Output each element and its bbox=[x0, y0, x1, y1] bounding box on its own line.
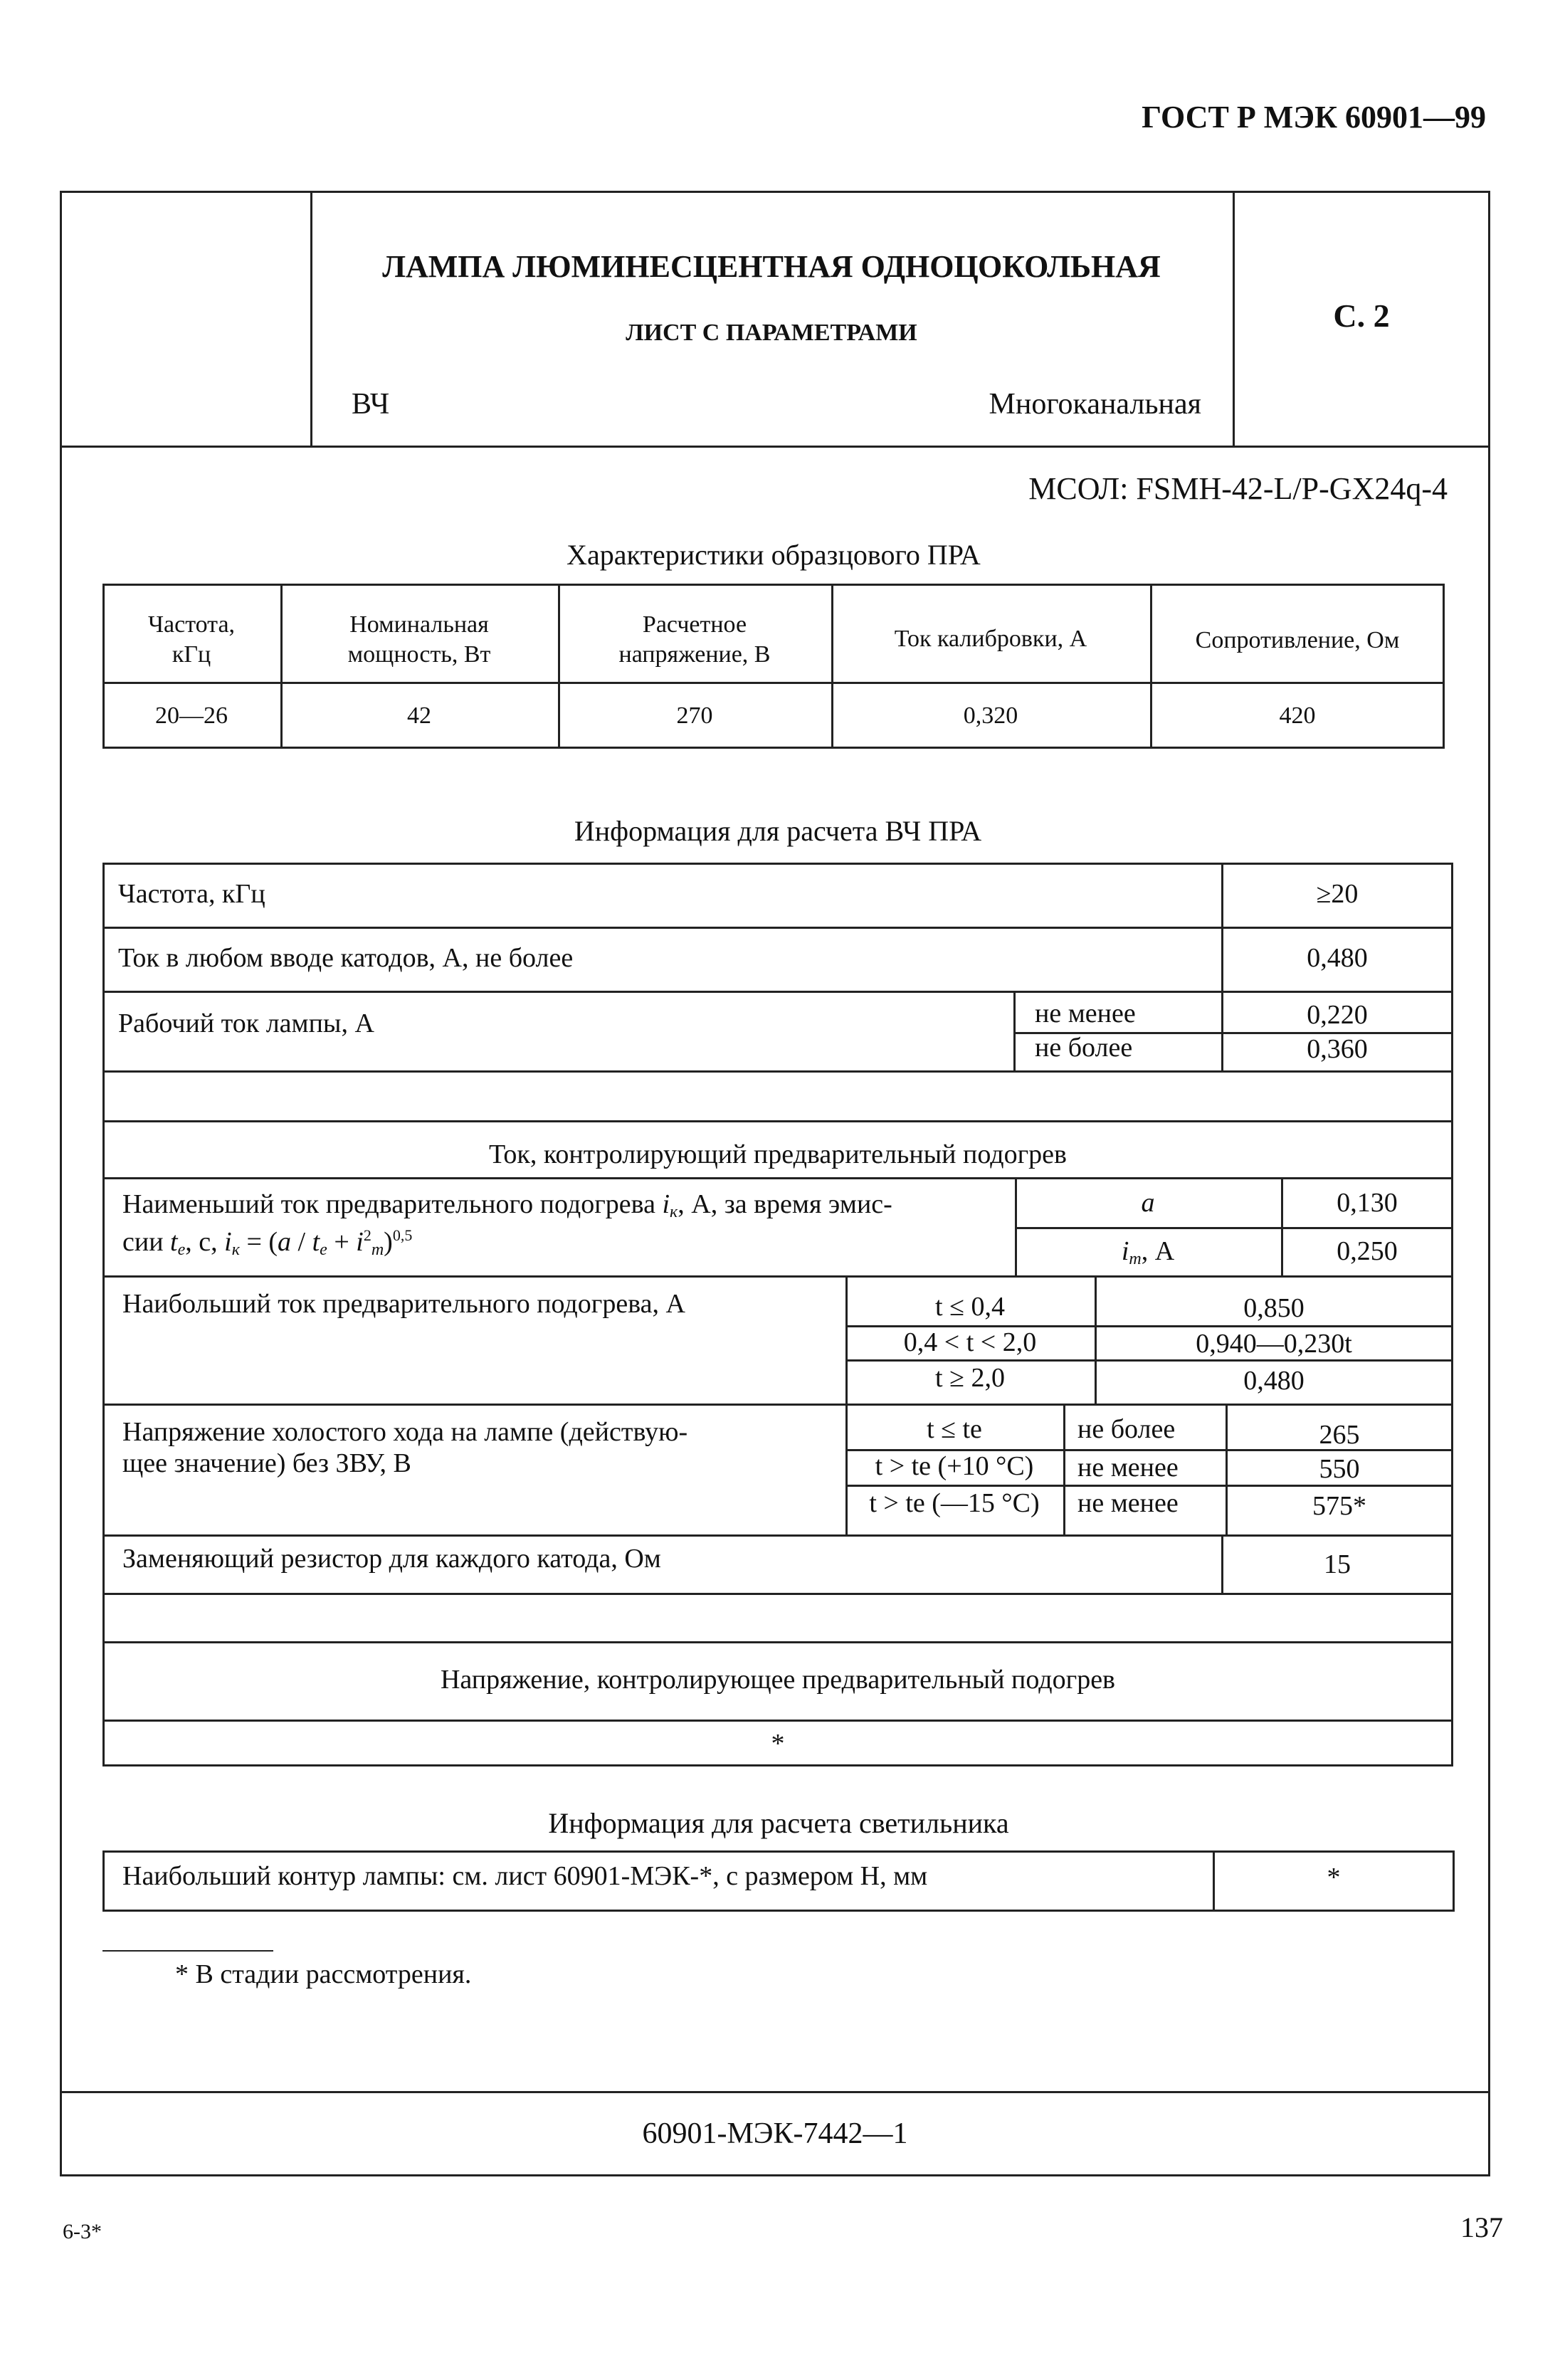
ballast-header-voltage: Расчетное bbox=[642, 611, 747, 638]
ballast-value-calibration-current: 0,320 bbox=[963, 702, 1018, 729]
title-block-left-divider bbox=[310, 191, 312, 446]
ocv-limit: не менее bbox=[1077, 1488, 1179, 1518]
ballast-table-row-divider bbox=[102, 682, 1445, 684]
ocv-divider bbox=[1063, 1404, 1065, 1534]
hf-working-current-divider bbox=[1013, 991, 1016, 1070]
ballast-caption: Характеристики образцового ПРА bbox=[566, 539, 981, 571]
max-preheat-divider bbox=[845, 1359, 1453, 1362]
max-preheat-condition: t ≤ 0,4 bbox=[935, 1292, 1005, 1322]
hf-working-current-label: Рабочий ток лампы, А bbox=[118, 1009, 374, 1038]
page-label: С. 2 bbox=[1333, 298, 1390, 334]
ballast-header-power-unit: мощность, Вт bbox=[347, 641, 491, 668]
max-preheat-condition: 0,4 < t < 2,0 bbox=[903, 1327, 1037, 1357]
resistor-label: Заменяющий резистор для каждого катода, Ом bbox=[122, 1544, 661, 1574]
hf-row-divider bbox=[102, 1593, 1453, 1595]
ocv-limit: не менее bbox=[1077, 1453, 1179, 1483]
ballast-value-frequency: 20—26 bbox=[155, 702, 228, 729]
ocv-limit: не более bbox=[1077, 1414, 1176, 1444]
ocv-condition: t > te (+10 °C) bbox=[875, 1451, 1034, 1481]
ocv-value: 575* bbox=[1312, 1491, 1366, 1521]
min-preheat-a-value: 0,130 bbox=[1337, 1188, 1398, 1218]
ballast-value-resistance: 420 bbox=[1279, 702, 1316, 729]
ballast-header-frequency-unit: кГц bbox=[172, 641, 211, 668]
max-preheat-value: 0,850 bbox=[1243, 1293, 1305, 1323]
ballast-value-voltage: 270 bbox=[676, 702, 713, 729]
ocv-label-line1: Напряжение холостого хода на лампе (действую- bbox=[122, 1417, 688, 1447]
sheet-number-divider bbox=[60, 2091, 1490, 2093]
hf-frequency-label: Частота, кГц bbox=[118, 879, 265, 909]
min-preheat-im-value: 0,250 bbox=[1337, 1236, 1398, 1266]
title-right-label: Многоканальная bbox=[989, 388, 1201, 421]
hf-working-current-min-label: не менее bbox=[1035, 999, 1136, 1028]
max-preheat-label: Наибольший ток предварительного подогрева, А bbox=[122, 1289, 685, 1319]
title-left-label: ВЧ bbox=[352, 388, 390, 421]
preheat-voltage-value: * bbox=[771, 1729, 785, 1759]
hf-working-current-max-value: 0,360 bbox=[1307, 1034, 1368, 1064]
max-preheat-value: 0,940—0,230t bbox=[1196, 1329, 1352, 1359]
ballast-header-voltage-unit: напряжение, В bbox=[618, 641, 771, 668]
hf-row-divider bbox=[102, 1404, 1453, 1406]
ocv-condition: t ≤ te bbox=[927, 1414, 982, 1444]
hf-row-divider bbox=[102, 1177, 1453, 1179]
hf-row-divider bbox=[102, 927, 1453, 929]
contour-value: * bbox=[1327, 1863, 1341, 1892]
hf-working-current-max-label: не более bbox=[1035, 1033, 1133, 1063]
preheat-voltage-title: Напряжение, контролирующее предварительный подогрев bbox=[440, 1665, 1115, 1695]
contour-label: Наибольший контур лампы: см. лист 60901-МЭК-*, с размером H, мм bbox=[122, 1861, 928, 1891]
page-number: 137 bbox=[1460, 2211, 1503, 2243]
luminaire-caption: Информация для расчета светильника bbox=[548, 1807, 1009, 1839]
hf-row-divider bbox=[102, 1534, 1453, 1537]
sheet-subtitle: ЛИСТ С ПАРАМЕТРАМИ bbox=[626, 320, 917, 346]
max-preheat-value: 0,480 bbox=[1243, 1366, 1305, 1396]
resistor-value: 15 bbox=[1324, 1549, 1351, 1579]
hf-cathode-current-label: Ток в любом вводе катодов, А, не более bbox=[118, 943, 574, 973]
standard-code: ГОСТ Р МЭК 60901—99 bbox=[1142, 100, 1486, 135]
title-block-divider bbox=[60, 446, 1490, 448]
min-preheat-text-line2: сии $t_e$, с, $i_к = (a / t_e + i^2_m)^{0,5}$ bbox=[122, 1226, 413, 1259]
ocv-label-line2: щее значение) без ЗВУ, В bbox=[122, 1448, 411, 1478]
ocv-divider bbox=[845, 1485, 1453, 1487]
hf-row-divider bbox=[102, 991, 1453, 993]
hf-row-divider bbox=[102, 1070, 1453, 1073]
hf-row-divider bbox=[102, 1120, 1453, 1122]
hf-row-divider bbox=[102, 1720, 1453, 1722]
min-preheat-a-symbol: a bbox=[1141, 1188, 1155, 1218]
hf-working-current-min-value: 0,220 bbox=[1307, 1000, 1368, 1030]
hf-cathode-current-value: 0,480 bbox=[1307, 943, 1368, 973]
ballast-header-resistance: Сопротивление, Ом bbox=[1195, 627, 1400, 653]
footnote: * В стадии рассмотрения. bbox=[175, 1959, 472, 1989]
min-preheat-divider bbox=[1015, 1227, 1453, 1229]
hf-caption: Информация для расчета ВЧ ПРА bbox=[574, 815, 982, 847]
ocv-condition: t > te (—15 °C) bbox=[869, 1488, 1040, 1518]
sheet-number: 60901-МЭК-7442—1 bbox=[642, 2117, 908, 2150]
hf-frequency-value: ≥20 bbox=[1316, 879, 1359, 909]
footnote-rule bbox=[102, 1950, 273, 1952]
max-preheat-condition: t ≥ 2,0 bbox=[935, 1363, 1005, 1393]
footer-left-mark: 6-3* bbox=[63, 2220, 102, 2243]
lamp-designation: МСОЛ: FSMH-42-L/P-GX24q-4 bbox=[1028, 471, 1448, 506]
ballast-value-power: 42 bbox=[407, 702, 431, 729]
min-preheat-im-symbol: $i_m$, А bbox=[1121, 1236, 1175, 1268]
hf-row-divider bbox=[102, 1641, 1453, 1643]
hf-row-divider bbox=[102, 1275, 1453, 1278]
sheet-title: ЛАМПА ЛЮМИНЕСЦЕНТНАЯ ОДНОЦОКОЛЬНАЯ bbox=[382, 249, 1161, 284]
ballast-header-calibration-current: Ток калибровки, А bbox=[894, 626, 1087, 652]
ocv-value: 550 bbox=[1319, 1454, 1360, 1484]
ballast-header-frequency: Частота, bbox=[147, 611, 236, 638]
min-preheat-text-line1: Наименьший ток предварительного подогрева $i_к$, А, за время эмис- bbox=[122, 1189, 892, 1221]
ocv-value: 265 bbox=[1319, 1420, 1360, 1450]
preheat-current-title: Ток, контролирующий предварительный подогрев bbox=[489, 1139, 1067, 1169]
ballast-header-power: Номинальная bbox=[349, 611, 489, 638]
